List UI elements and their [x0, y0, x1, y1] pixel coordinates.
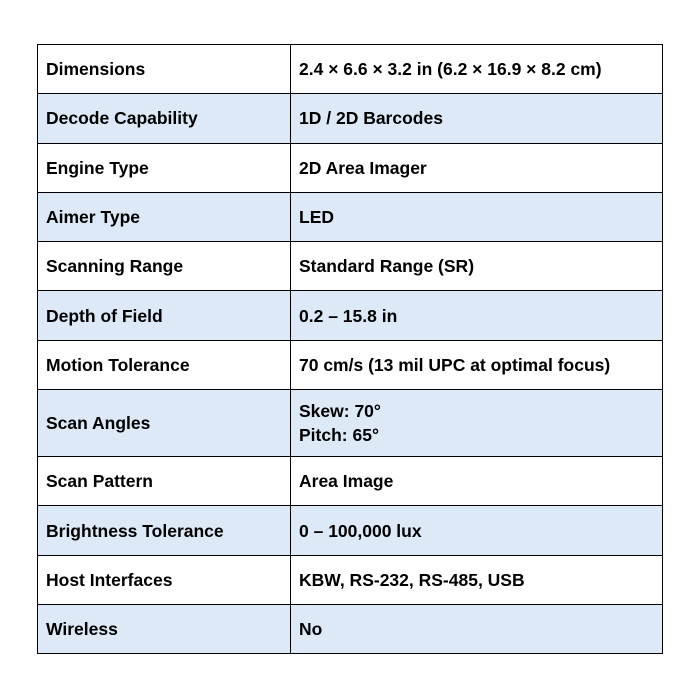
spec-label: Motion Tolerance: [38, 340, 291, 389]
spec-value: [291, 242, 663, 291]
spec-value-line: Pitch: 65°: [299, 425, 379, 446]
spec-value-line: 2.4 × 6.6 × 3.2 in (6.2 × 16.9 × 8.2 cm): [299, 59, 602, 80]
spec-row: [38, 506, 663, 555]
spec-row: [38, 291, 663, 340]
spec-label: Decode Capability: [38, 94, 291, 143]
spec-value-line: KBW, RS-232, RS-485, USB: [299, 569, 525, 590]
spec-value-line: 1D / 2D Barcodes: [299, 108, 443, 129]
spec-label: Scanning Range: [38, 242, 291, 291]
spec-value-line: Area Image: [299, 471, 394, 492]
spec-value: [291, 340, 663, 389]
spec-value-line: 70 cm/s (13 mil UPC at optimal focus): [299, 354, 611, 375]
spec-label: Depth of Field: [38, 291, 291, 340]
spec-row: [38, 94, 663, 143]
spec-value: [291, 192, 663, 241]
spec-value: [291, 45, 663, 94]
spec-value-line: Skew: 70°: [299, 401, 381, 422]
spec-row: [38, 45, 663, 94]
spec-value-line: 0.2 – 15.8 in: [299, 305, 398, 326]
spec-value-line: LED: [299, 207, 334, 228]
spec-row: [38, 192, 663, 241]
spec-row: [38, 390, 663, 457]
spec-value-line: No: [299, 619, 323, 640]
spec-row: [38, 555, 663, 604]
spec-label: Brightness Tolerance: [38, 506, 291, 555]
spec-value: [291, 506, 663, 555]
spec-value: [291, 291, 663, 340]
specifications-table: [37, 44, 663, 654]
spec-value: [291, 143, 663, 192]
spec-row: [38, 143, 663, 192]
spec-row: [38, 604, 663, 653]
spec-label: Host Interfaces: [38, 555, 291, 604]
spec-value: [291, 390, 663, 457]
spec-row: [38, 340, 663, 389]
spec-value-line: 0 – 100,000 lux: [299, 520, 422, 541]
spec-label: Engine Type: [38, 143, 291, 192]
spec-row: [38, 242, 663, 291]
spec-label: Dimensions: [38, 45, 291, 94]
specifications-table-body: [38, 45, 663, 654]
spec-value-line: 2D Area Imager: [299, 157, 427, 178]
spec-value: [291, 604, 663, 653]
spec-row: [38, 457, 663, 506]
spec-label: Scan Angles: [38, 390, 291, 457]
spec-label: Aimer Type: [38, 192, 291, 241]
spec-value: [291, 555, 663, 604]
spec-label: Wireless: [38, 604, 291, 653]
spec-value-line: Standard Range (SR): [299, 256, 475, 277]
spec-value: [291, 457, 663, 506]
spec-value: [291, 94, 663, 143]
spec-label: Scan Pattern: [38, 457, 291, 506]
